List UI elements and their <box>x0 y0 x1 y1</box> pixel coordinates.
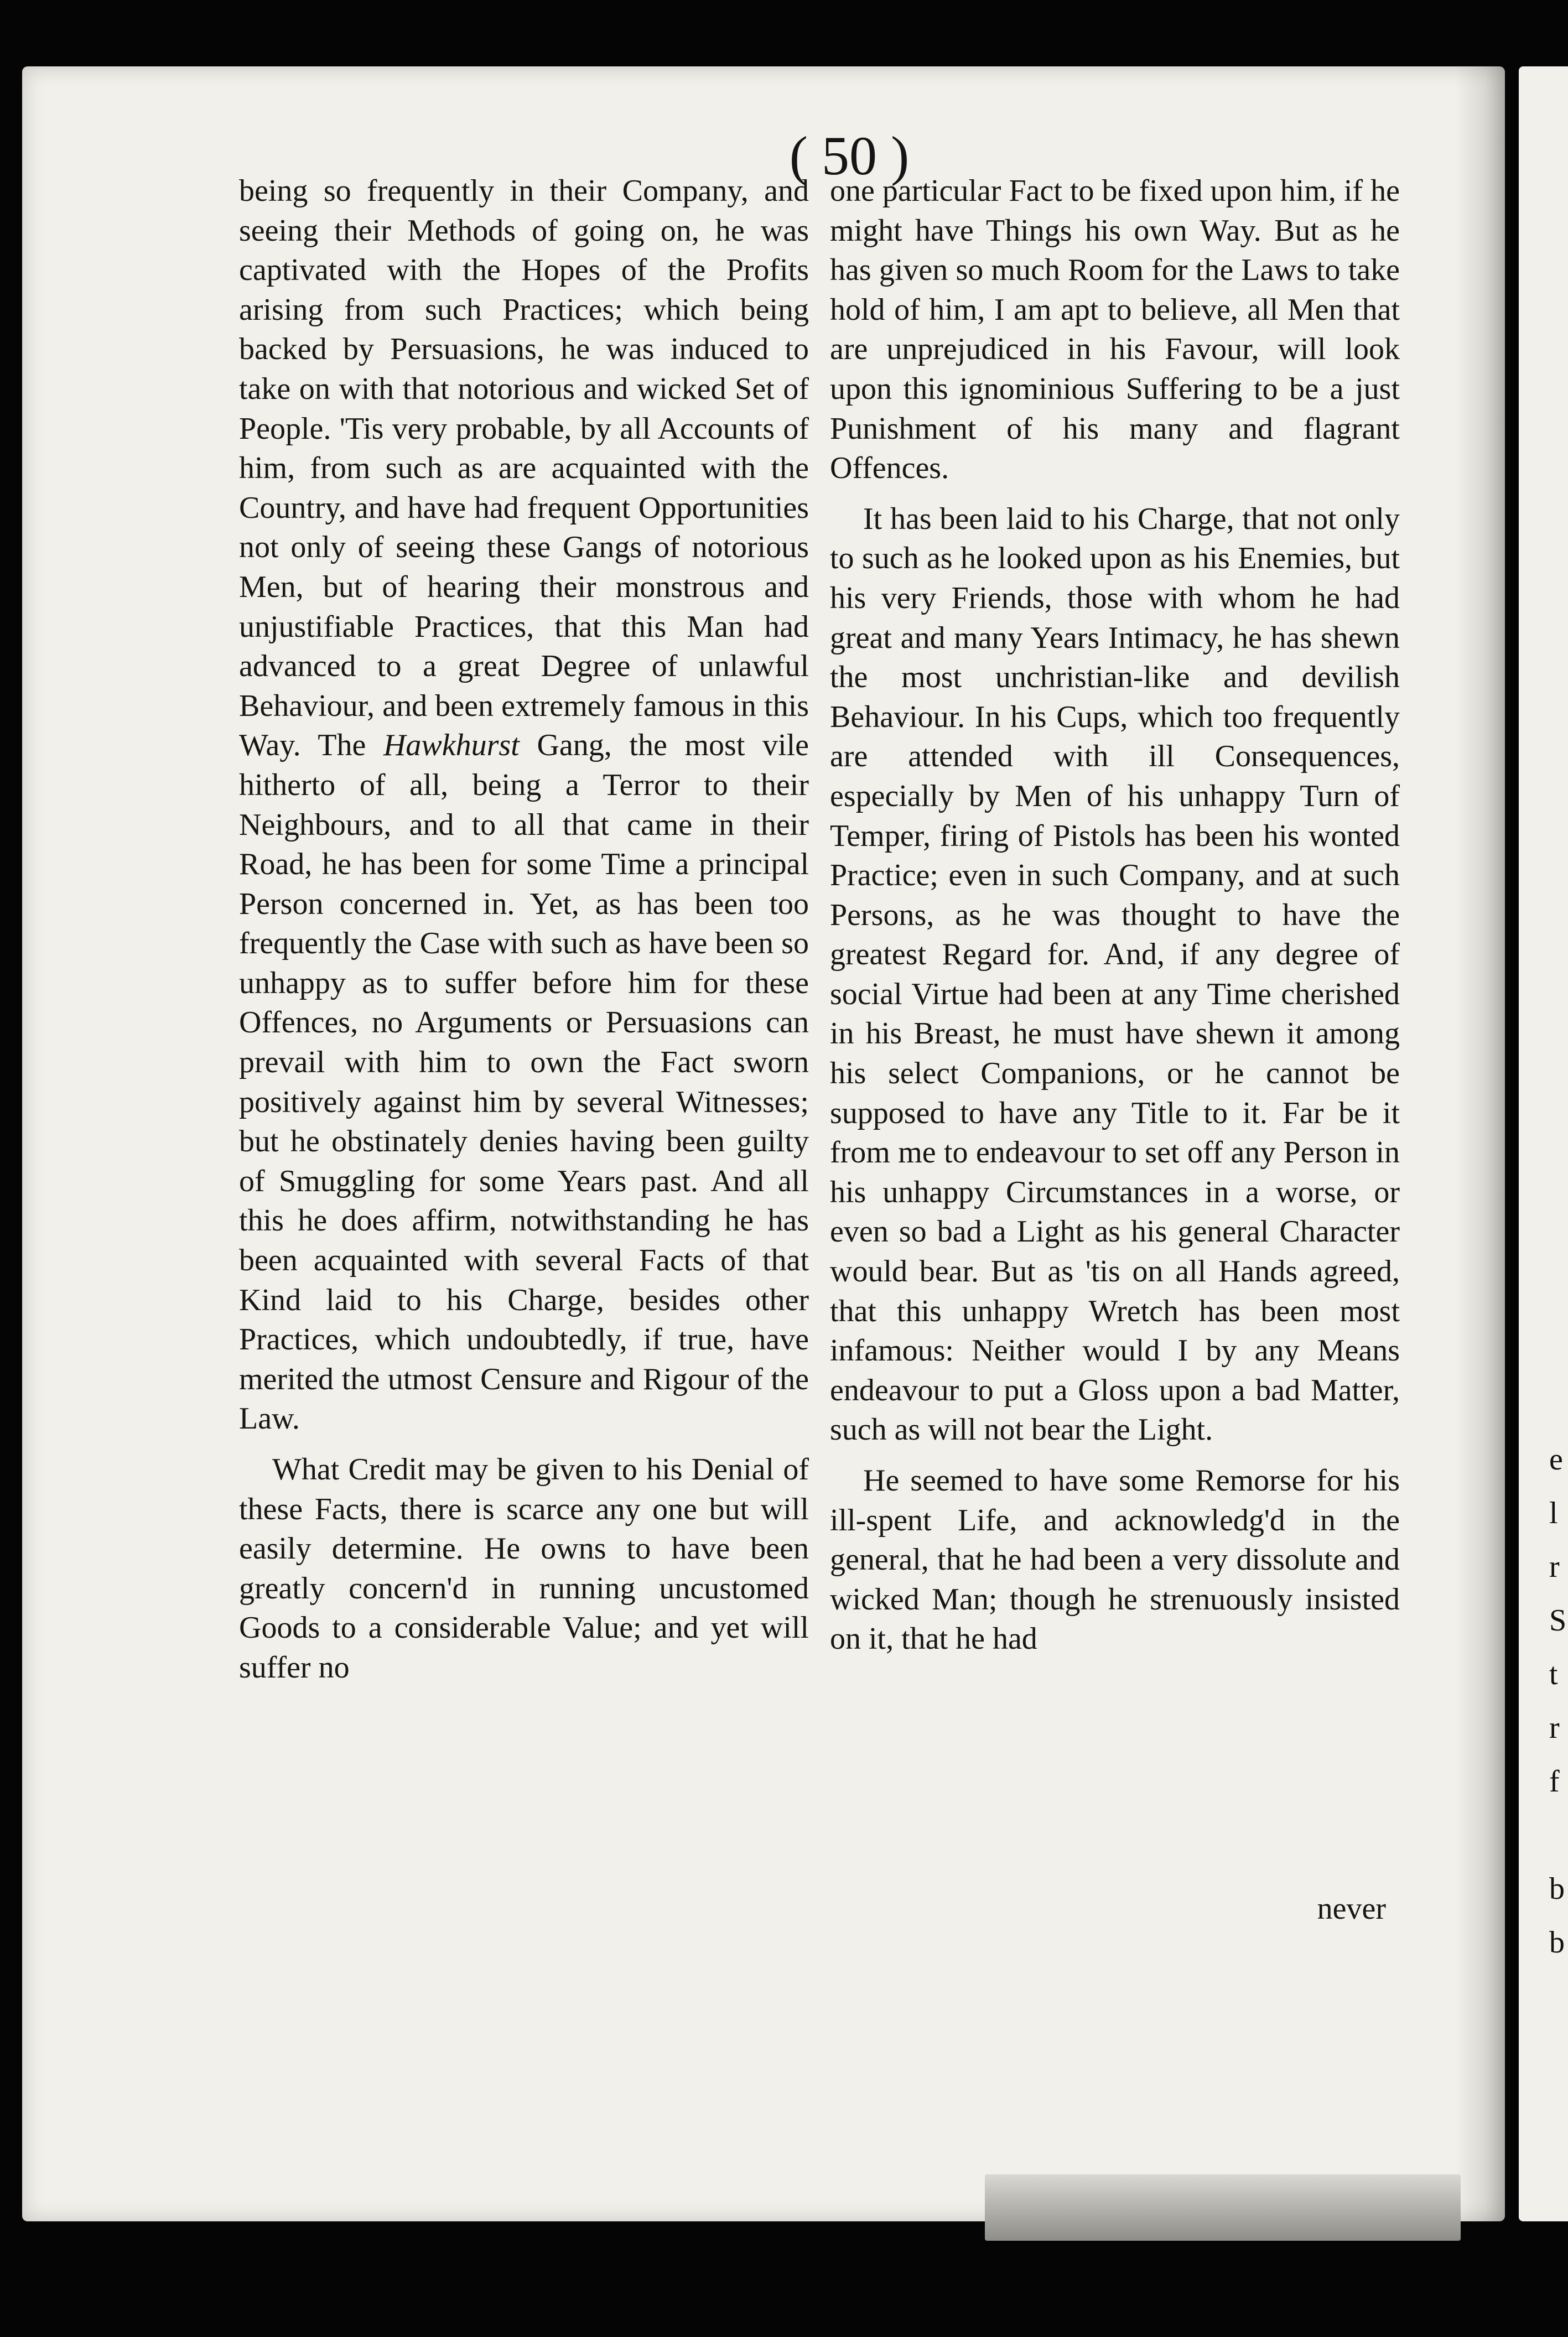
left-paragraph-2: What Credit may be given to his Denial of these Facts, there is scarce any one but will easily determine. He owns to have been greatly concern'd in running uncustomed Goods to a considerable Value; and yet will suffer no <box>239 1452 809 1685</box>
page-gutter-shadow <box>1455 66 1505 2221</box>
catchword: never <box>1317 1892 1386 1926</box>
left-column <box>239 172 809 1688</box>
left-paragraph-1-text: being so frequently in their Company, and seeing their Methods of going on, he was captivated with the Hopes of the Profits arising from such Practices; which being backed by Persuasions, he was induced to take on with that notorious and wicked Set of People. 'Tis very probable, by all Accounts of him, from such as are acquainted with the Country, and have had frequent Opportunities not only of seeing these Gangs of notorious Men, but of hearing their monstrous and unjustifiable Practices, that this Man had advanced to a great Degree of unlawful Behaviour, and been extremely famous in this Way. <box>239 174 809 763</box>
left-paragraph-1-continuation: Gang, the most vile hitherto of all, being a Terror to their Neighbours, and to all that came in their Road, he has been for some Time a principal Person concerned in. Yet, as has been too frequently the Case with such as have been so unhappy as to suffer before him for these Offences, no Arguments or Persuasions can prevail with him to own the Fact sworn positively against him by several Witnesses; but he obstinately denies having been guilty of Smuggling for some Years past. And all this he does affirm, notwithstanding he has been acquainted with several Facts of that Kind laid to his Charge, besides other Practices, which undoubtedly, if true, have merited the utmost Censure and Rigour of the Law. <box>239 728 809 1436</box>
right-column <box>830 172 1400 1659</box>
right-paragraph-3: He seemed to have some Remorse for his ill-spent Life, and acknowledg'd in the general, that he had been a very dissolute and wicked Man; though he strenuously insisted on it, that he had <box>830 1463 1400 1656</box>
right-paragraph-2: It has been laid to his Charge, that not only to such as he looked upon as his Enemies, but his very Friends, those with whom he had great and many Years Intimacy, he has shewn the most unchristian-like and devilish Behaviour. In his Cups, which too frequently are attended with ill Consequences, especially by Men of his unhappy Turn of Temper, firing of Pistols has been his wonted Practice; even in such Company, and at such Persons, as he was thought to have the greatest Regard for. And, if any degree of social Virtue had been at any Time cherished in his Breast, he must have shewn it among his select Companions, or he cannot be supposed to have any Title to it. Far be it from me to endeavour to set off any Person in his unhappy Circumstances in a worse, or even so bad a Light as his general Character would bear. But as 'tis on all Hands agreed, that this unhappy Wretch has been most infamous: Neither would I by any Means endeavour to put a Gloss upon a bad Matter, such as will not bear the Light. <box>830 501 1400 1447</box>
left-paragraph-1-lead: The <box>318 728 366 763</box>
gang-name: Hawkhurst <box>383 728 520 763</box>
left-paragraph-1 <box>239 172 809 1439</box>
page-number: ( 50 ) <box>789 125 910 186</box>
right-paragraph-1: one particular Fact to be fixed upon him, if he might have Things his own Way. But as he has given so much Room for the Laws to take hold of him, I am apt to believe, all Men that are unprejudiced in his Favour, will look upon this ignominious Suffering to be a just Punishment of his many and flagrant Offences. <box>830 174 1400 486</box>
page-stack-edge <box>985 2174 1461 2241</box>
facing-page-margin-letters: e l r S t r f b b <box>1549 1442 1567 1960</box>
